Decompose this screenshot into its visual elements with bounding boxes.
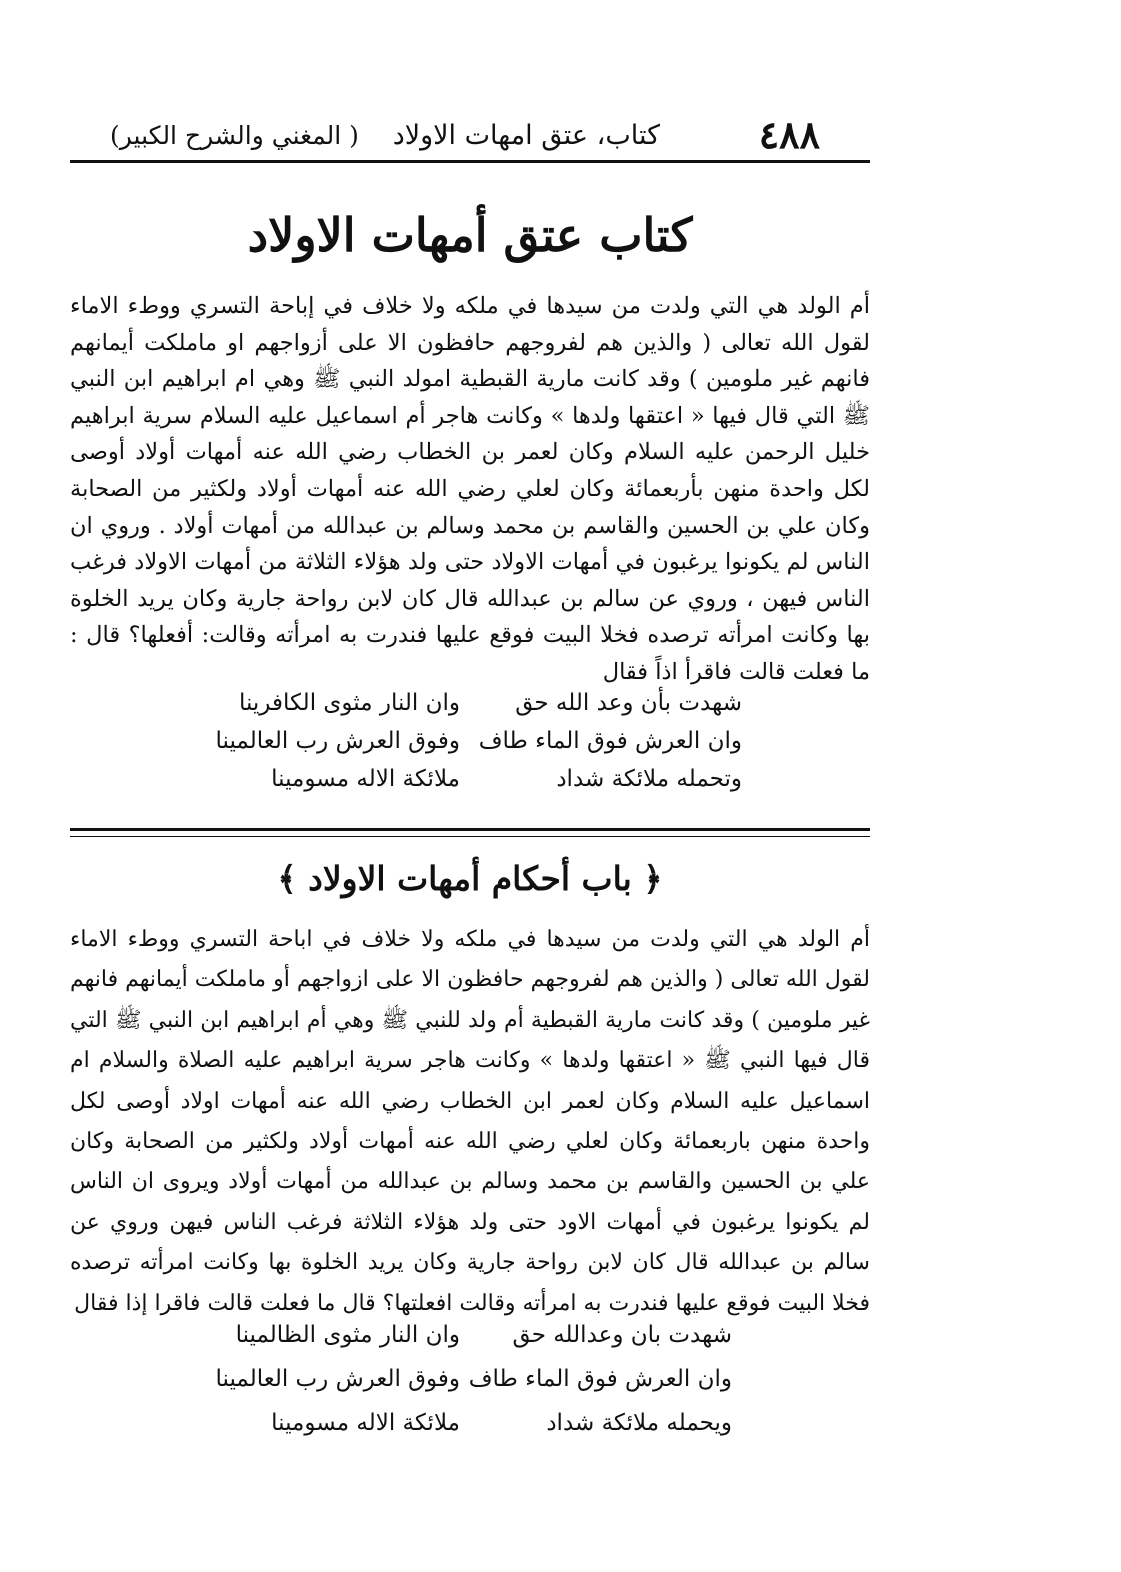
header-rule xyxy=(70,160,870,163)
section-paragraph: أم الولد هي التي ولدت من سيدها في ملكه ولا خلاف في اباحة التسري ووطء الاماء لقول الله تعالى ( والذين هم لفروجهم حافظون الا على ازواجهم أو ماملكت أيمانهم فانهم غير ملومين ) وقد كانت مارية القبطية أم ولد للنبي ﷺ وهي أم ابراهيم ابن النبي ﷺ التي قال فيها النبي ﷺ « اعتقها ولدها » وكانت هاجر سرية ابراهيم عليه الصلاة والسلام ام اسماعيل عليه السلام وكان لعمر ابن الخطاب رضي الله عنه أمهات اولاد أوصى لكل واحدة منهن باربعمائة وكان لعلي رضي الله عنه أمهات أولاد ولكثير من الصحابة وكان علي بن الحسين والقاسم بن محمد وسالم بن عبدالله من أمهات أولاد ويروى ان الناس لم يكونوا يرغبون في أمهات الاود حتى ولد هؤلاء الثلاثة فرغب الناس فيهن وروي عن سالم بن عبدالله قال كان لابن رواحة جارية وكان يريد الخلوة بها وكانت امرأته ترصده فخلا البيت فوقع عليها فندرت به امرأته وقالت افعلتها؟ قال ما فعلت قالت فاقرا إذا فقال xyxy=(70,927,871,1316)
poem-hemistich: وان النار مثوى الظالمينا xyxy=(235,1322,460,1348)
poem-line xyxy=(70,690,870,728)
page-number: ٤٨٨ xyxy=(758,112,820,157)
section-poem xyxy=(70,1322,870,1454)
poem-line xyxy=(70,1410,870,1454)
book-title: ( المغني والشرح الكبير) xyxy=(110,121,359,150)
poem-hemistich: ويحمله ملائكة شداد xyxy=(546,1410,732,1436)
poem-hemistich: وان العرش فوق الماء طاف xyxy=(468,1366,732,1392)
poem-hemistich: ملائكة الاله مسومينا xyxy=(271,766,460,792)
poem-line xyxy=(70,1366,870,1410)
poem-hemistich: شهدت بان وعدالله حق xyxy=(512,1322,732,1348)
poem-line xyxy=(70,728,870,766)
poem-line xyxy=(70,1322,870,1366)
poem-line xyxy=(70,766,870,804)
chapter-paragraph: أم الولد هي التي ولدت من سيدها في ملكه ولا خلاف في إباحة التسري ووطء الاماء لقول الله تعالى ( والذين هم لفروجهم حافظون الا على أزواجهم او ماملكت أيمانهم فانهم غير ملومين ) وقد كانت مارية القبطية امولد النبي ﷺ وهي ام ابراهيم ابن النبي ﷺ التي قال فيها « اعتقها ولدها » وكانت هاجر أم اسماعيل عليه السلام سرية ابراهيم خليل الرحمن عليه السلام وكان لعمر بن الخطاب رضي الله عنه أمهات أولاد أوصى لكل واحدة منهن بأربعمائة وكان لعلي رضي الله عنه أمهات أولاد ولكثير من الصحابة وكان علي بن الحسين والقاسم بن محمد وسالم بن عبدالله من أمهات أولاد . وروي ان الناس لم يكونوا يرغبون في أمهات الاولاد حتى ولد هؤلاء الثلاثة من أمهات الاولاد فرغب الناس فيهن ، وروي عن سالم بن عبدالله قال كان لابن رواحة جارية وكان يريد الخلوة بها وكانت امرأته ترصده فخلا البيت فوقع عليها فندرت به امرأته وقالت: أفعلها؟ قال : ما فعلت قالت فاقرأ اذاً فقال xyxy=(70,293,870,685)
chapter-heading: كتاب عتق أمهات الاولاد xyxy=(247,208,693,262)
poem-hemistich: وفوق العرش رب العالمينا xyxy=(215,728,460,754)
poem-hemistich: وفوق العرش رب العالمينا xyxy=(215,1366,460,1392)
section-divider-top xyxy=(70,828,870,831)
section-heading: ﴿ باب أحكام أمهات الاولاد ﴾ xyxy=(277,859,663,898)
running-title: كتاب، عتق امهات الاولاد xyxy=(392,120,660,151)
poem-hemistich: ملائكة الاله مسومينا xyxy=(271,1410,460,1436)
poem-hemistich: وان العرش فوق الماء طاف xyxy=(478,728,742,754)
poem-hemistich: وتحمله ملائكة شداد xyxy=(556,766,742,792)
page-header xyxy=(70,112,870,158)
poem-hemistich: وان النار مثوى الكافرينا xyxy=(238,690,460,716)
chapter-poem xyxy=(70,690,870,804)
poem-hemistich: شهدت بأن وعد الله حق xyxy=(515,690,742,716)
section-divider-bottom xyxy=(70,836,870,837)
